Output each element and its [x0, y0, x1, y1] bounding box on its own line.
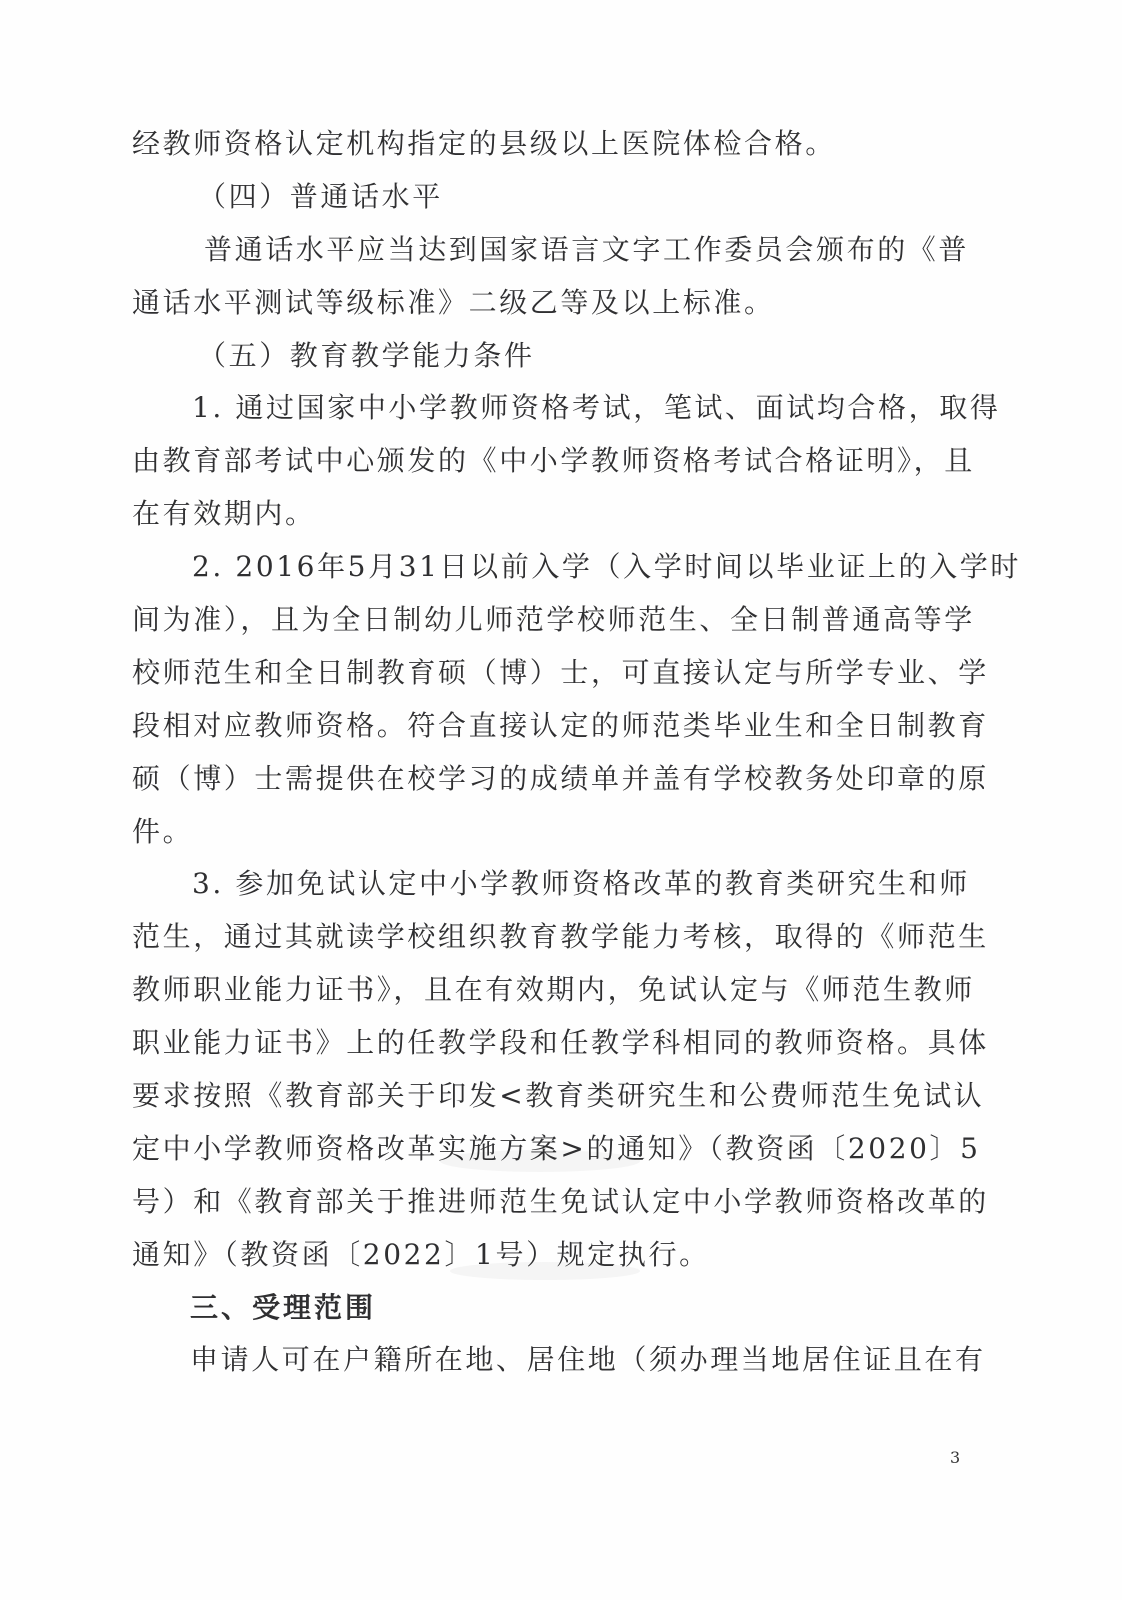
- body-line: 通知》（教资函〔2022〕1号）规定执行。: [132, 1237, 710, 1271]
- list-item-3: 3. 参加免试认定中小学教师资格改革的教育类研究生和师: [192, 867, 970, 901]
- body-line: 间为准），且为全日制幼儿师范学校师范生、全日制普通高等学: [132, 603, 975, 637]
- section-title-acceptance-scope: 三、受理范围: [190, 1290, 377, 1324]
- list-item-2: 2. 2016年5月31日以前入学（入学时间以毕业证上的入学时: [192, 550, 1021, 584]
- body-line: 经教师资格认定机构指定的县级以上医院体检合格。: [132, 127, 836, 160]
- body-line: 在有效期内。: [132, 497, 316, 531]
- body-line: 通话水平测试等级标准》二级乙等及以上标准。: [132, 285, 775, 319]
- body-line: 段相对应教师资格。符合直接认定的师范类毕业生和全日制教育: [132, 708, 989, 742]
- body-line: 申请人可在户籍所在地、居住地（须办理当地居住证且在有: [190, 1343, 986, 1377]
- body-line: 号）和《教育部关于推进师范生免试认定中小学教师资格改革的: [132, 1184, 989, 1218]
- list-item-1: 1. 通过国家中小学教师资格考试，笔试、面试均合格，取得: [192, 391, 1001, 425]
- body-line: 由教育部考试中心颁发的《中小学教师资格考试合格证明》，且: [132, 444, 975, 478]
- body-line: 教师职业能力证书》，且在有效期内，免试认定与《师范生教师: [132, 973, 975, 1007]
- document-body: [132, 118, 1021, 1387]
- body-line: 普通话水平应当达到国家语言文字工作委员会颁布的《普: [204, 232, 970, 266]
- body-line: 件。: [132, 814, 194, 848]
- section-heading: （五）教育教学能力条件: [198, 338, 535, 372]
- page-number: 3: [950, 1448, 961, 1467]
- body-line: 范生，通过其就读学校组织教育教学能力考核，取得的《师范生: [132, 920, 989, 954]
- body-line: 要求按照《教育部关于印发<教育类研究生和公费师范生免试认: [132, 1079, 985, 1113]
- body-line: 硕（博）士需提供在校学习的成绩单并盖有学校教务处印章的原: [132, 761, 989, 795]
- section-heading: （四）普通话水平: [198, 179, 443, 213]
- body-line: 定中小学教师资格改革实施方案>的通知》（教资函〔2020〕5: [132, 1131, 981, 1165]
- body-line: 职业能力证书》上的任教学段和任教学科相同的教师资格。具体: [132, 1026, 989, 1060]
- body-line: 校师范生和全日制教育硕（博）士，可直接认定与所学专业、学: [132, 655, 989, 689]
